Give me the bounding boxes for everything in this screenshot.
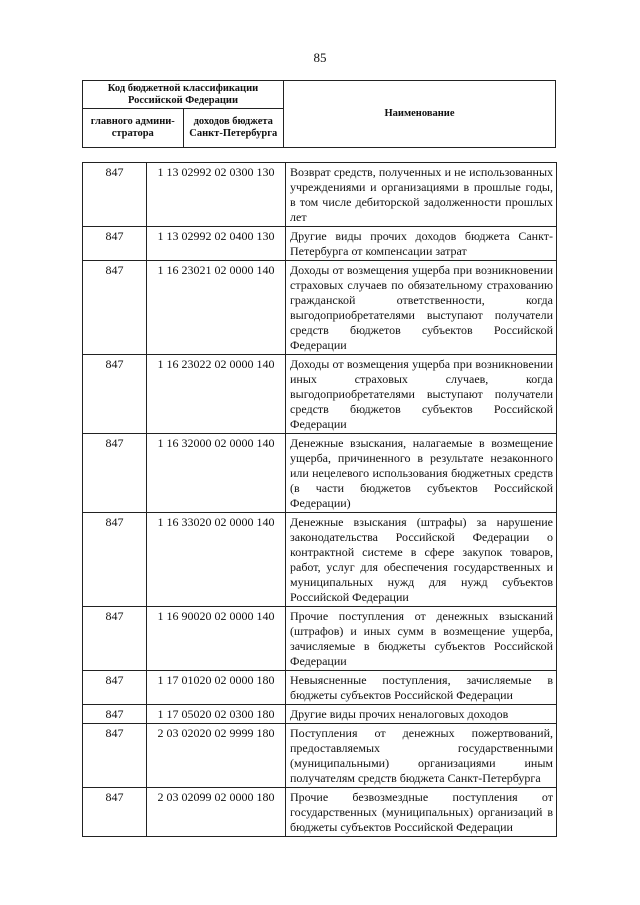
income-name: Доходы от возмещения ущерба при возникновении иных страховых случаев, когда выгодоприобретателями выступают получатели средств бюджетов субъектов Российской Федерации (290, 357, 553, 431)
table-row (83, 261, 557, 355)
header-income: доходов бюджета Санкт-Петербурга (183, 109, 284, 148)
income-name: Прочие поступления от денежных взысканий (штрафов) и иных сумм в возмещение ущерба, зачисляемые в бюджеты субъектов Российской Федерации (290, 609, 553, 668)
admin-code: 847 (83, 434, 147, 513)
admin-code: 847 (83, 671, 147, 705)
income-name: Доходы от возмещения ущерба при возникновении страховых случаев по обязательному страхованию гражданской ответственности, когда выгодоприобретателями выступают получатели средств бюджетов субъектов Российской Федерации (290, 263, 553, 352)
admin-code: 847 (83, 705, 147, 724)
income-name: Невыясненные поступления, зачисляемые в бюджеты субъектов Российской Федерации (290, 673, 553, 702)
table-row (83, 355, 557, 434)
table-row (83, 163, 557, 227)
income-code: 1 13 02992 02 0300 130 (147, 163, 286, 227)
table-header (82, 80, 556, 148)
page-number: 85 (313, 50, 327, 65)
admin-code: 847 (83, 261, 147, 355)
income-name: Другие виды прочих доходов бюджета Санкт-Петербурга от компенсации затрат (290, 229, 553, 258)
admin-code: 847 (83, 227, 147, 261)
admin-code: 847 (83, 724, 147, 788)
income-name: Возврат средств, полученных и не использованных учреждениями и организациями в прошлые годы, в том числе дебиторской задолженности прошлых лет (290, 165, 553, 224)
admin-code: 847 (83, 607, 147, 671)
income-code: 1 17 01020 02 0000 180 (147, 671, 286, 705)
income-code: 1 16 90020 02 0000 140 (147, 607, 286, 671)
income-code: 1 13 02992 02 0400 130 (147, 227, 286, 261)
income-code: 1 16 32000 02 0000 140 (147, 434, 286, 513)
table-row (83, 607, 557, 671)
income-code: 2 03 02099 02 0000 180 (147, 788, 286, 837)
codes-table (82, 162, 557, 837)
table-row (83, 671, 557, 705)
admin-code: 847 (83, 513, 147, 607)
income-name: Денежные взыскания (штрафы) за нарушение законодательства Российской Федерации о контрактной системе в сфере закупок товаров, работ, услуг для обеспечения государственных и муниципальных нужд для нужд субъектов Российской Федерации (290, 515, 553, 604)
table-row (83, 788, 557, 837)
income-name: Прочие безвозмездные поступления от государственных (муниципальных) организаций в бюджеты субъектов Российской Федерации (290, 790, 553, 834)
table-row (83, 513, 557, 607)
admin-code: 847 (83, 788, 147, 837)
income-code: 1 16 23022 02 0000 140 (147, 355, 286, 434)
income-code: 1 17 05020 02 0300 180 (147, 705, 286, 724)
income-name: Другие виды прочих неналоговых доходов (290, 707, 509, 721)
table-row (83, 724, 557, 788)
income-name: Денежные взыскания, налагаемые в возмещение ущерба, причиненного в результате незаконного или нецелевого использования бюджетных средств (в части бюджетов субъектов Российской Федерации) (290, 436, 553, 510)
header-admin: главного админи-стратора (83, 109, 184, 148)
table-row (83, 227, 557, 261)
header-name: Наименование (284, 81, 556, 148)
income-name: Поступления от денежных пожертвований, предоставляемых государственными (муниципальными) организациями иным получателям средств бюджета Санкт-Петербурга (290, 726, 553, 785)
income-code: 1 16 33020 02 0000 140 (147, 513, 286, 607)
income-code: 1 16 23021 02 0000 140 (147, 261, 286, 355)
header-group-title: Код бюджетной классификации Российской Федерации (83, 81, 284, 109)
table-row (83, 705, 557, 724)
income-code: 2 03 02020 02 9999 180 (147, 724, 286, 788)
table-row (83, 434, 557, 513)
admin-code: 847 (83, 163, 147, 227)
admin-code: 847 (83, 355, 147, 434)
